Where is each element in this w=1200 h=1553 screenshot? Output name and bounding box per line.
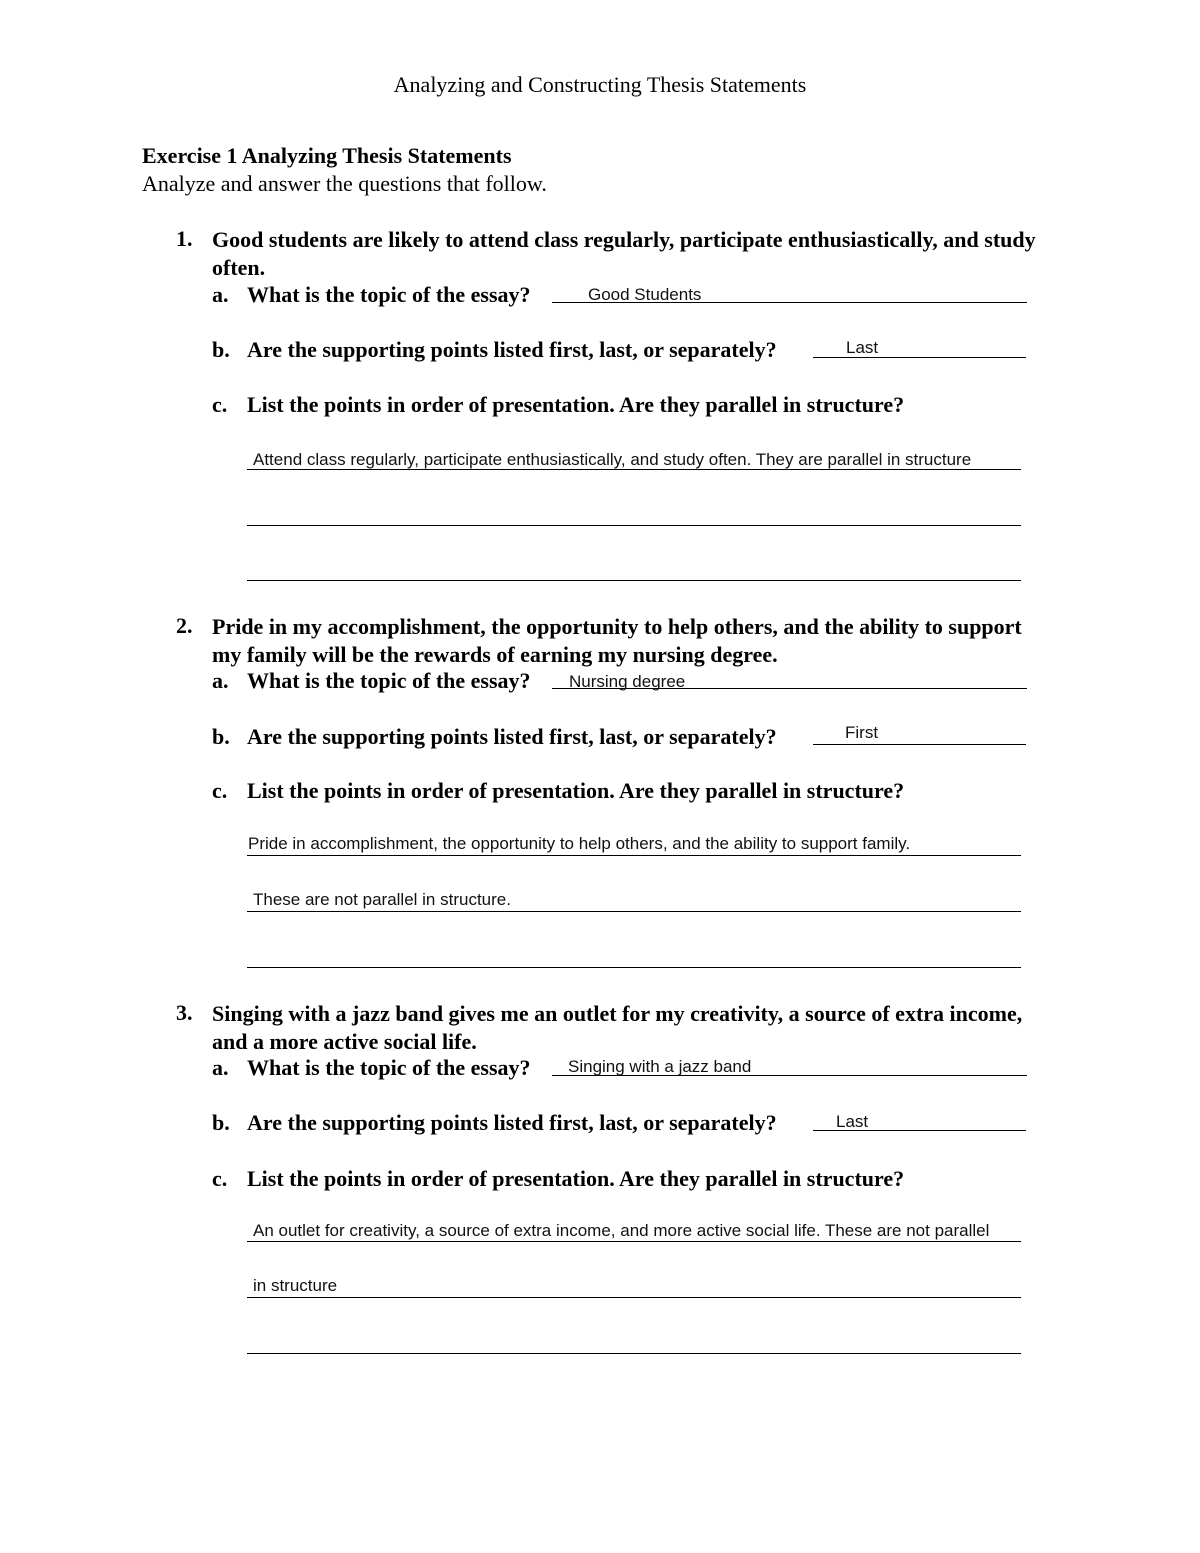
answer-line <box>247 1353 1021 1354</box>
sub-question-label: c. <box>212 778 228 803</box>
question-statement: Good students are likely to attend class regularly, participate enthusiastically, and study often. <box>212 227 1036 280</box>
answer-line <box>247 525 1021 526</box>
supporting-points-question: Are the supporting points listed first, last, or separately? <box>247 337 777 362</box>
sub-question-label: b. <box>212 337 230 362</box>
supporting-points-answer-line <box>813 744 1026 745</box>
supporting-points-answer[interactable]: First <box>845 723 879 742</box>
sub-question-label: a. <box>212 668 229 693</box>
answer-line <box>247 911 1021 912</box>
sub-question-label: b. <box>212 1110 230 1135</box>
supporting-points-question: Are the supporting points listed first, last, or separately? <box>247 724 777 749</box>
topic-question: What is the topic of the essay? <box>247 282 531 307</box>
answer-line <box>247 1297 1021 1298</box>
points-order-question: List the points in order of presentation. Are they parallel in structure? <box>247 392 905 417</box>
points-order-answer[interactable]: Pride in accomplishment, the opportunity to help others, and the ability to support family. <box>248 834 911 853</box>
question-number: 2. <box>176 613 193 638</box>
points-order-answer[interactable]: Attend class regularly, participate enthusiastically, and study often. They are parallel in structure <box>253 450 972 469</box>
points-order-answer[interactable]: An outlet for creativity, a source of extra income, and more active social life. These are not parallel <box>253 1221 990 1240</box>
supporting-points-question: Are the supporting points listed first, last, or separately? <box>247 1110 777 1135</box>
topic-answer[interactable]: Good Students <box>588 285 702 304</box>
topic-answer[interactable]: Nursing degree <box>569 672 686 691</box>
answer-line <box>247 855 1021 856</box>
exercise-instructions: Analyze and answer the questions that follow. <box>142 171 547 196</box>
points-order-question: List the points in order of presentation. Are they parallel in structure? <box>247 1166 905 1191</box>
topic-answer[interactable]: Singing with a jazz band <box>568 1057 752 1076</box>
topic-question: What is the topic of the essay? <box>247 1055 531 1080</box>
question-statement: Singing with a jazz band gives me an outlet for my creativity, a source of extra income, and a more active social life. <box>212 1001 1023 1054</box>
answer-line <box>247 967 1021 968</box>
sub-question-label: b. <box>212 724 230 749</box>
sub-question-label: a. <box>212 1055 229 1080</box>
points-order-question: List the points in order of presentation. Are they parallel in structure? <box>247 778 905 803</box>
points-order-answer[interactable]: in structure <box>253 1276 338 1295</box>
supporting-points-answer[interactable]: Last <box>846 338 879 357</box>
answer-line <box>247 580 1021 581</box>
document-title: Analyzing and Constructing Thesis Statements <box>393 72 807 97</box>
question-number: 3. <box>176 1000 193 1025</box>
question-number: 1. <box>176 226 193 251</box>
exercise-heading: Exercise 1 Analyzing Thesis Statements <box>142 143 512 168</box>
points-order-answer[interactable]: These are not parallel in structure. <box>253 890 511 909</box>
answer-line <box>247 1241 1021 1242</box>
sub-question-label: a. <box>212 282 229 307</box>
sub-question-label: c. <box>212 1166 228 1191</box>
question-statement: Pride in my accomplishment, the opportunity to help others, and the ability to support my family will be the rewards of earning my nursing degree. <box>212 614 1022 667</box>
supporting-points-answer-line <box>813 357 1026 358</box>
sub-question-label: c. <box>212 392 228 417</box>
topic-question: What is the topic of the essay? <box>247 668 531 693</box>
supporting-points-answer[interactable]: Last <box>836 1112 869 1131</box>
